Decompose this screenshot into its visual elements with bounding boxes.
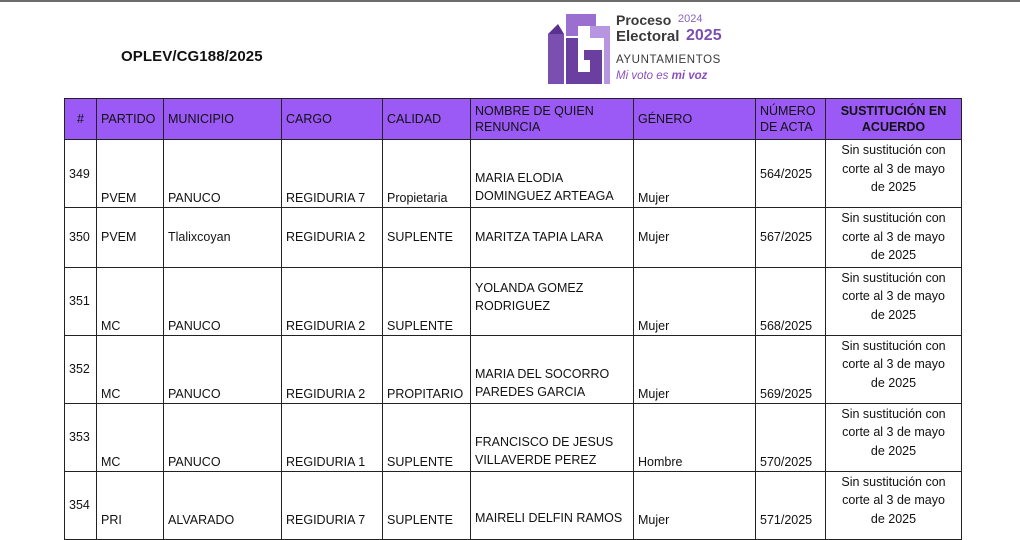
cell-acta: 568/2025 xyxy=(756,267,826,335)
renuncias-table xyxy=(64,98,962,540)
table-row xyxy=(65,267,962,335)
table-row xyxy=(65,208,962,268)
cell-partido: PVEM xyxy=(97,140,164,208)
table-row xyxy=(65,471,962,539)
header-calidad: CALIDAD xyxy=(383,99,471,140)
cell-acta: 564/2025 xyxy=(756,140,826,208)
proceso-electoral-logo xyxy=(546,12,736,88)
cell-nombre: MARITZA TAPIA LARA xyxy=(471,208,634,268)
cell-genero: Mujer xyxy=(634,208,756,268)
cell-calidad: Propietaria xyxy=(383,140,471,208)
table-row xyxy=(65,335,962,403)
cell-cargo: REGIDURIA 7 xyxy=(282,140,383,208)
cell-acta: 570/2025 xyxy=(756,403,826,471)
cell-genero: Mujer xyxy=(634,140,756,208)
header-sustitucion: SUSTITUCIÓN EN ACUERDO xyxy=(826,99,962,140)
header-numero-acta: NÚMERO DE ACTA xyxy=(756,99,826,140)
table-row xyxy=(65,140,962,208)
cell-partido: PRI xyxy=(97,471,164,539)
cell-calidad: SUPLENTE xyxy=(383,208,471,268)
header-municipio: MUNICIPIO xyxy=(164,99,282,140)
cell-num: 350 xyxy=(65,208,97,268)
header-nombre: NOMBRE DE QUIEN RENUNCIA xyxy=(471,99,634,140)
cell-municipio: PANUCO xyxy=(164,140,282,208)
cell-acta: 569/2025 xyxy=(756,335,826,403)
document-code: OPLEV/CG188/2025 xyxy=(121,48,263,65)
header-partido: PARTIDO xyxy=(97,99,164,140)
cell-nombre: FRANCISCO DE JESUS VILLAVERDE PEREZ xyxy=(471,403,634,471)
cell-genero: Hombre xyxy=(634,403,756,471)
cell-partido: MC xyxy=(97,403,164,471)
cell-calidad: SUPLENTE xyxy=(383,403,471,471)
cell-municipio: ALVARADO xyxy=(164,471,282,539)
logo-electoral: Electoral xyxy=(616,28,680,45)
cell-sustitucion: Sin sustitución con corte al 3 de mayo de 2025 xyxy=(826,471,962,539)
logo-ayuntamientos: AYUNTAMIENTOS xyxy=(616,54,721,66)
cell-sustitucion: Sin sustitución con corte al 3 de mayo de 2025 xyxy=(826,140,962,208)
cell-sustitucion: Sin sustitución con corte al 3 de mayo de 2025 xyxy=(826,208,962,268)
logo-year-2025: 2025 xyxy=(686,27,722,44)
cell-calidad: SUPLENTE xyxy=(383,267,471,335)
cell-cargo: REGIDURIA 1 xyxy=(282,403,383,471)
header-num: # xyxy=(65,99,97,140)
cell-acta: 567/2025 xyxy=(756,208,826,268)
header-genero: GÉNERO xyxy=(634,99,756,140)
logo-mark-icon xyxy=(546,12,612,86)
cell-partido: MC xyxy=(97,335,164,403)
header-cargo: CARGO xyxy=(282,99,383,140)
cell-municipio: PANUCO xyxy=(164,403,282,471)
cell-genero: Mujer xyxy=(634,335,756,403)
cell-calidad: SUPLENTE xyxy=(383,471,471,539)
cell-cargo: REGIDURIA 7 xyxy=(282,471,383,539)
cell-num: 354 xyxy=(65,471,97,539)
cell-sustitucion: Sin sustitución con corte al 3 de mayo de 2025 xyxy=(826,267,962,335)
cell-nombre: YOLANDA GOMEZ RODRIGUEZ xyxy=(471,267,634,335)
cell-cargo: REGIDURIA 2 xyxy=(282,267,383,335)
cell-sustitucion: Sin sustitución con corte al 3 de mayo de 2025 xyxy=(826,335,962,403)
cell-cargo: REGIDURIA 2 xyxy=(282,208,383,268)
table-header-row xyxy=(65,99,962,140)
cell-municipio: PANUCO xyxy=(164,267,282,335)
cell-num: 351 xyxy=(65,267,97,335)
cell-nombre: MAIRELI DELFIN RAMOS xyxy=(471,471,634,539)
cell-acta: 571/2025 xyxy=(756,471,826,539)
top-border-line xyxy=(0,0,1020,2)
cell-nombre: MARIA ELODIA DOMINGUEZ ARTEAGA xyxy=(471,140,634,208)
cell-nombre: MARIA DEL SOCORRO PAREDES GARCIA xyxy=(471,335,634,403)
cell-calidad: PROPITARIO xyxy=(383,335,471,403)
cell-genero: Mujer xyxy=(634,471,756,539)
logo-slogan: Mi voto es mi voz xyxy=(616,70,708,82)
cell-num: 352 xyxy=(65,335,97,403)
table-row xyxy=(65,403,962,471)
cell-genero: Mujer xyxy=(634,267,756,335)
cell-cargo: REGIDURIA 2 xyxy=(282,335,383,403)
cell-num: 353 xyxy=(65,403,97,471)
cell-num: 349 xyxy=(65,140,97,208)
cell-sustitucion: Sin sustitución con corte al 3 de mayo de 2025 xyxy=(826,403,962,471)
logo-year-2024: 2024 xyxy=(678,13,703,25)
cell-municipio: Tlalixcoyan xyxy=(164,208,282,268)
cell-municipio: PANUCO xyxy=(164,335,282,403)
cell-partido: PVEM xyxy=(97,208,164,268)
logo-proceso: Proceso xyxy=(616,12,672,28)
cell-partido: MC xyxy=(97,267,164,335)
